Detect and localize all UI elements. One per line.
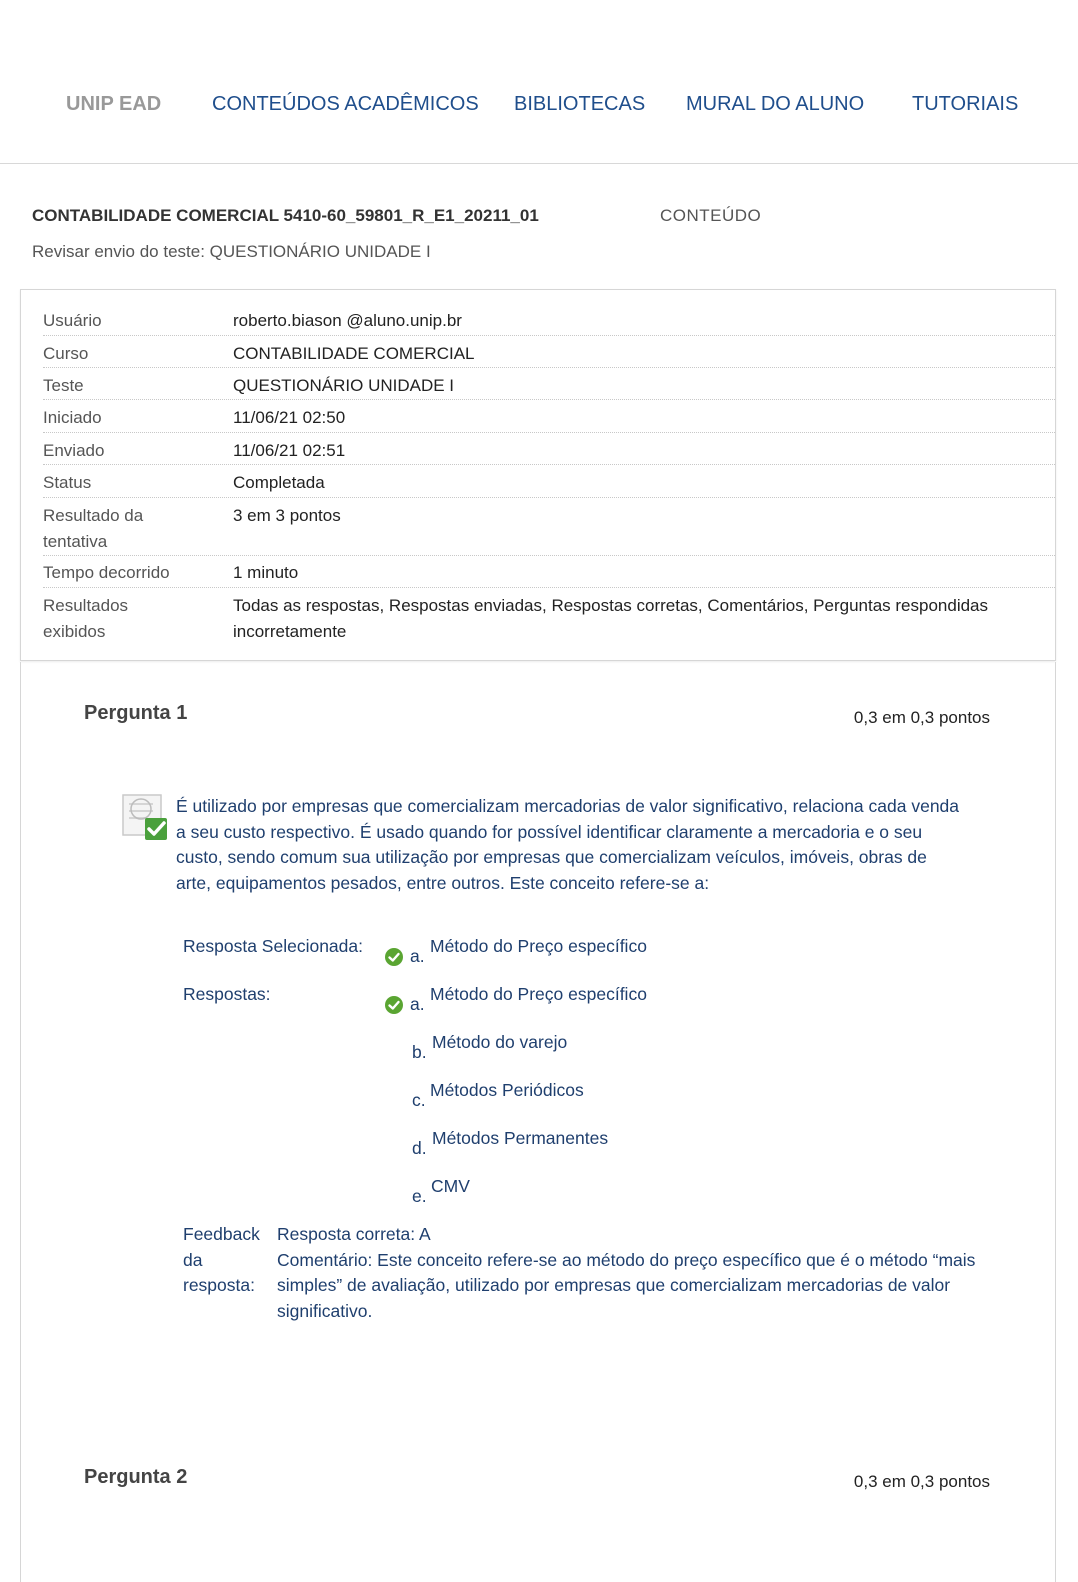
answer-option-e: CMV	[431, 1176, 470, 1196]
info-row-resultados-exibidos	[43, 593, 1055, 645]
answer-letter: e.	[412, 1186, 427, 1206]
nav-bibliotecas[interactable]: BIBLIOTECAS	[514, 93, 646, 115]
info-label: Resultados exibidos	[43, 596, 129, 641]
question-2-points: 0,3 em 0,3 pontos	[853, 1472, 990, 1491]
correct-check-icon	[384, 947, 404, 967]
selected-answer-text: Método do Preço específico	[430, 936, 647, 956]
info-value: 1 minuto	[233, 563, 299, 582]
course-title[interactable]: CONTABILIDADE COMERCIAL 5410-60_59801_R_E1_20211_01	[32, 206, 539, 225]
answer-option-d: Métodos Permanentes	[432, 1128, 609, 1148]
question-1-title: Pergunta 1	[84, 702, 188, 724]
info-value: 3 em 3 pontos	[233, 506, 341, 525]
question-1-text: É utilizado por empresas que comercializam mercadorias de valor significativo, relaciona cada venda a seu custo respectivo. É usado quando for possível identificar claramente a mercadoria e o seu custo, sendo comum sua utilização por empresas que comercializam veículos, imóveis, obras de arte, equipamentos pesados, entre outros. Este conceito refere-se a:	[176, 796, 960, 893]
page-title: Revisar envio do teste: QUESTIONÁRIO UNIDADE I	[32, 242, 431, 261]
info-row-iniciado	[43, 405, 1055, 433]
selected-answer-letter: a.	[410, 946, 425, 966]
feedback-comment: Comentário: Este conceito refere-se ao método do preço específico que é o método “mais simples” de avaliação, utilizado por empresas que comercializam mercadorias de valor significativo.	[277, 1249, 976, 1321]
nav-tutoriais[interactable]: TUTORIAIS	[912, 93, 1019, 115]
info-value: QUESTIONÁRIO UNIDADE I	[233, 376, 455, 395]
info-value: roberto.biason @aluno.unip.br	[233, 311, 462, 330]
info-row-enviado	[43, 438, 1055, 465]
info-row-teste	[43, 373, 1055, 400]
answer-option-a: Método do Preço específico	[430, 984, 647, 1004]
info-row-tempo	[43, 560, 1055, 588]
info-label: Status	[43, 473, 92, 492]
question-1-points: 0,3 em 0,3 pontos	[853, 708, 990, 727]
content-link[interactable]: CONTEÚDO	[660, 206, 762, 225]
answer-option-b: Método do varejo	[432, 1032, 568, 1052]
answer-letter: b.	[412, 1042, 427, 1062]
answer-letter: c.	[412, 1090, 426, 1110]
info-value: Completada	[233, 473, 325, 492]
info-row-curso	[43, 341, 1055, 368]
info-value: Todas as respostas, Respostas enviadas, Respostas corretas, Comentários, Perguntas respondidas incorretamente	[233, 596, 989, 641]
feedback-text	[277, 1222, 977, 1324]
info-row-resultado	[43, 503, 1055, 556]
attempt-info-table	[20, 289, 1056, 661]
info-row-status	[43, 470, 1055, 498]
info-label: Tempo decorrido	[43, 563, 170, 582]
info-value: CONTABILIDADE COMERCIAL	[233, 344, 475, 363]
top-navigation	[0, 0, 1078, 164]
info-label: Teste	[43, 376, 84, 395]
selected-answer-label: Resposta Selecionada:	[183, 936, 363, 956]
answers-label: Respostas:	[183, 984, 271, 1004]
answer-letter: d.	[412, 1138, 427, 1158]
feedback-label: Feedback da resposta:	[183, 1224, 260, 1295]
answer-option-c: Métodos Periódicos	[430, 1080, 584, 1100]
info-label: Usuário	[43, 311, 102, 330]
info-label: Curso	[43, 344, 89, 363]
info-label: Resultado da tentativa	[43, 506, 144, 551]
info-label: Iniciado	[43, 408, 102, 427]
question-2-title: Pergunta 2	[84, 1466, 188, 1488]
info-row-usuario	[43, 308, 1055, 336]
info-value: 11/06/21 02:51	[233, 441, 346, 460]
info-label: Enviado	[43, 441, 105, 460]
correct-answer-icon	[121, 792, 171, 842]
answer-letter: a.	[410, 994, 425, 1014]
nav-unip-ead[interactable]: UNIP EAD	[66, 93, 162, 115]
correct-check-icon	[384, 995, 404, 1015]
feedback-correct: Resposta correta: A	[277, 1224, 431, 1244]
info-value: 11/06/21 02:50	[233, 408, 346, 427]
nav-conteudos-academicos[interactable]: CONTEÚDOS ACADÊMICOS	[212, 93, 479, 115]
nav-mural-do-aluno[interactable]: MURAL DO ALUNO	[686, 93, 865, 115]
